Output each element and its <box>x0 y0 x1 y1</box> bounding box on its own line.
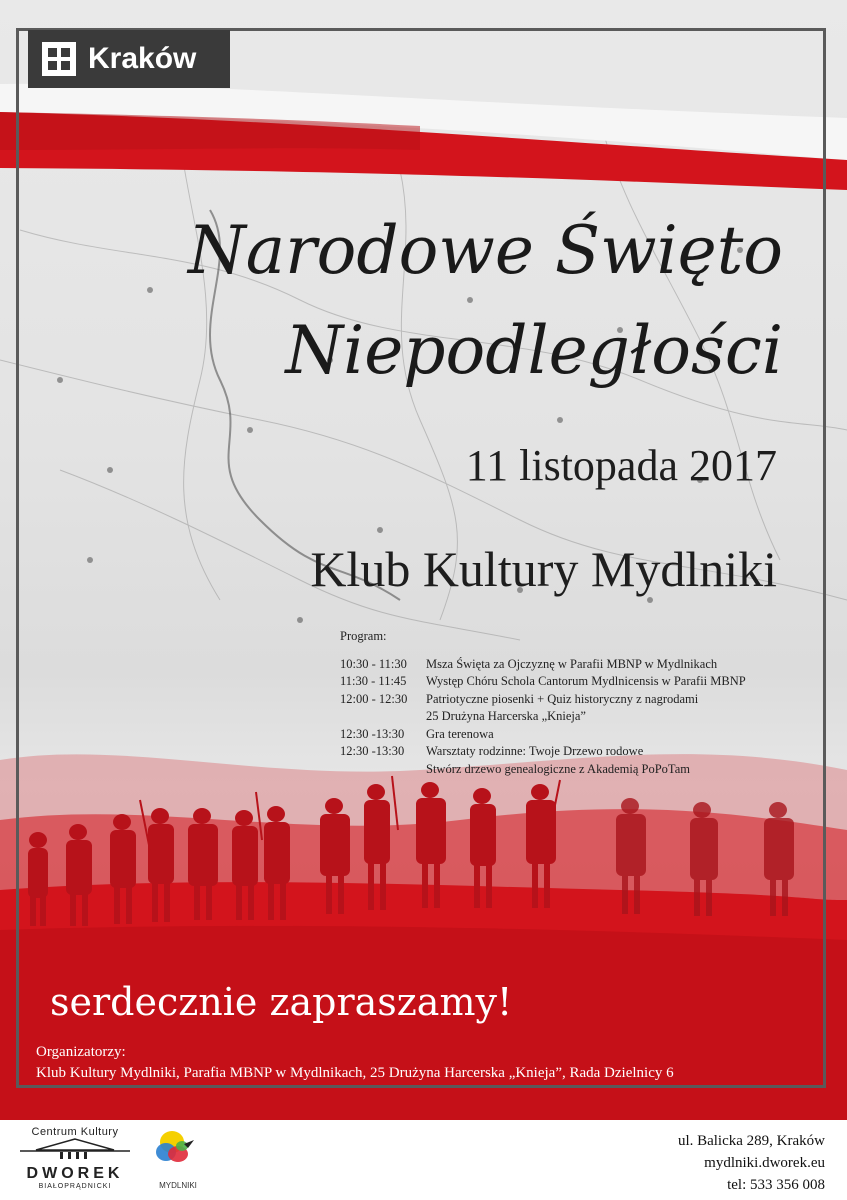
event-date: 11 listopada 2017 <box>465 441 777 490</box>
program-text: Msza Święta za Ojczyznę w Parafii MBNP w Mydlnikach <box>426 656 718 671</box>
program-text: Stwórz drzewo genealogiczne z Akademią PoPoTam <box>426 761 690 776</box>
title-line-1: Narodowe Święto <box>187 212 783 289</box>
slogan: serdecznie zapraszamy! <box>50 980 513 1024</box>
program-time: 12:00 - 12:30 <box>340 691 408 706</box>
program-text: Występ Chóru Schola Cantorum Mydlnicensis w Parafii MBNP <box>426 674 746 688</box>
dworek-logo-main: DWOREK <box>26 1165 124 1182</box>
mydlniki-logo-text: MYDLNIKI <box>159 1181 197 1190</box>
program-item <box>340 691 800 709</box>
manor-house-icon <box>16 1138 134 1160</box>
dworek-logo <box>16 1126 134 1192</box>
footer <box>0 1120 847 1200</box>
dworek-logo-sub: BIAŁOPRĄDNICKI <box>38 1183 112 1190</box>
program-item <box>340 673 800 691</box>
program-item <box>340 708 800 726</box>
logo-text: Kraków <box>88 42 197 75</box>
program-item <box>340 726 800 744</box>
program-label: Program: <box>340 629 387 643</box>
program <box>340 628 800 778</box>
contact-website[interactable]: mydlniki.dworek.eu <box>704 1155 825 1171</box>
program-text: Gra terenowa <box>426 726 494 741</box>
program-text: Patriotyczne piosenki + Quiz historyczny z nagrodami <box>426 691 699 706</box>
organizers-list: Klub Kultury Mydlniki, Parafia MBNP w Mydlnikach, 25 Drużyna Harcerska „Knieja”, Rada Dzielnicy 6 <box>36 1065 674 1081</box>
organizers-label: Organizatorzy: <box>36 1044 126 1060</box>
program-time: 12:30 -13:30 <box>340 744 405 758</box>
title-line-2: Niepodległości <box>285 312 783 389</box>
contact-phone[interactable]: tel: 533 356 008 <box>727 1177 825 1193</box>
program-time: 11:30 - 11:45 <box>340 674 407 688</box>
program-time <box>340 761 426 779</box>
dworek-logo-top: Centrum Kultury <box>31 1126 119 1138</box>
program-time: 10:30 - 11:30 <box>340 656 407 671</box>
contact-address: ul. Balicka 289, Kraków <box>677 1133 825 1149</box>
program-item <box>340 743 800 761</box>
krakow-logo <box>28 30 230 88</box>
mydlniki-emblem-icon <box>148 1126 208 1170</box>
program-item <box>340 761 800 779</box>
event-venue: Klub Kultury Mydlniki <box>310 541 777 597</box>
program-item <box>340 656 800 674</box>
mydlniki-logo <box>148 1126 208 1192</box>
contact-info <box>678 1130 825 1196</box>
program-time <box>340 708 426 726</box>
program-text: 25 Drużyna Harcerska „Knieja” <box>426 709 586 723</box>
program-text: Warsztaty rodzinne: Twoje Drzewo rodowe <box>426 744 644 758</box>
krakow-emblem-icon <box>42 42 76 76</box>
program-time: 12:30 -13:30 <box>340 726 405 741</box>
